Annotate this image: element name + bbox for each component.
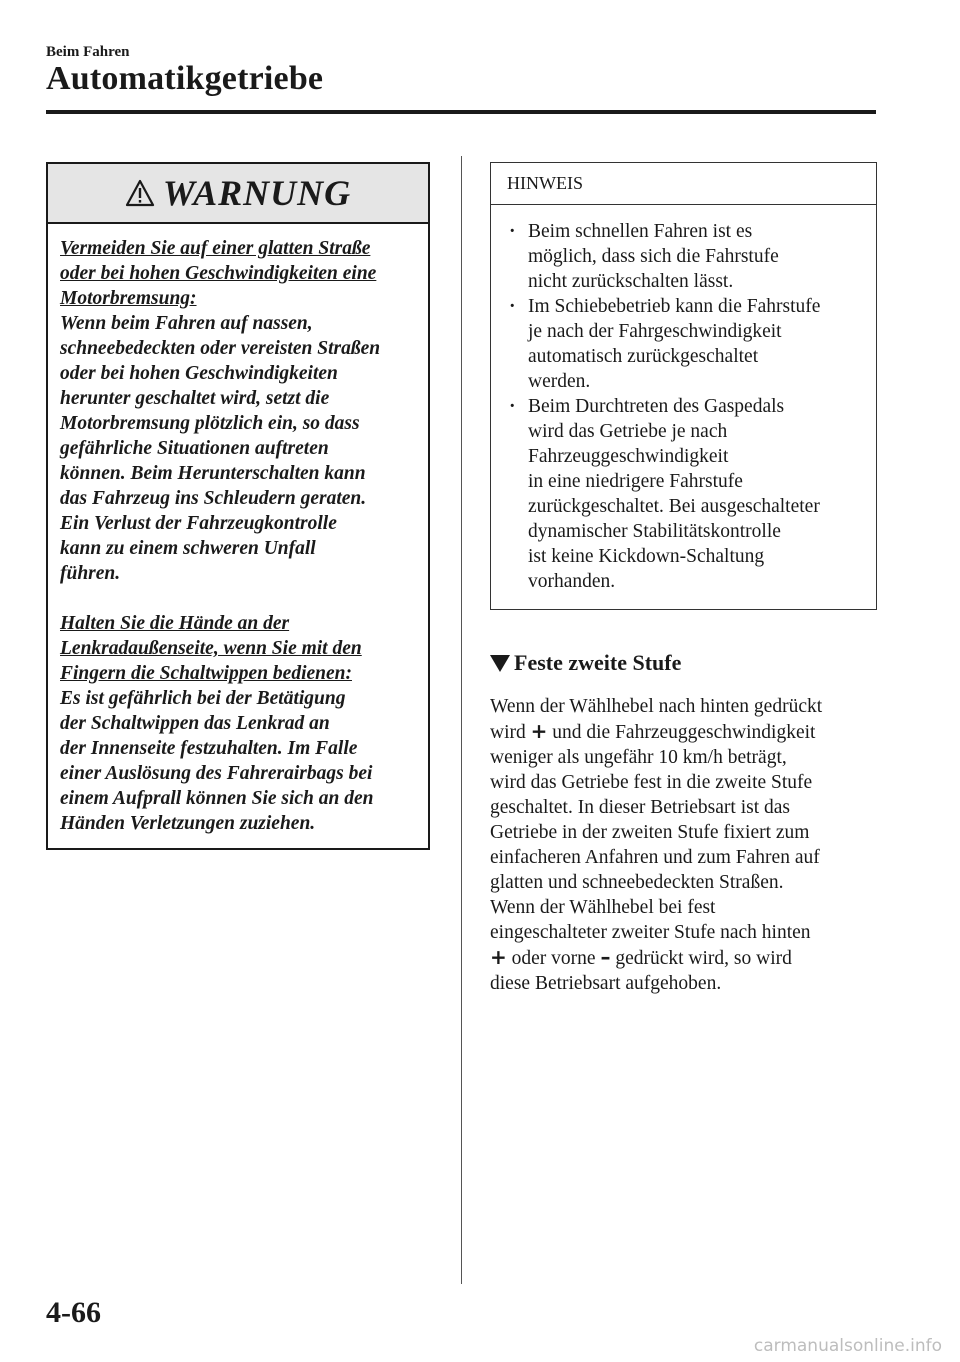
warning-heading-line: Lenkradaußenseite, wenn Sie mit den	[60, 638, 362, 659]
warning-text-line: kann zu einem schweren Unfall	[60, 538, 316, 559]
warning-heading-line: Motorbremsung:	[60, 288, 197, 309]
title-rule	[46, 110, 876, 114]
warning-text-line: Händen Verletzungen zuziehen.	[60, 813, 316, 834]
body-line: eingeschalteter zweiter Stufe nach hinten	[490, 922, 811, 943]
note-line: Fahrzeuggeschwindigkeit	[528, 446, 729, 467]
body-line: weniger als ungefähr 10 km/h beträgt,	[490, 747, 787, 768]
triangle-down-icon	[490, 655, 510, 672]
warning-text-line: der Schaltwippen das Lenkrad an	[60, 713, 330, 734]
section-heading	[490, 650, 681, 676]
warning-text-line: gefährliche Situationen auftreten	[60, 438, 329, 459]
warning-text-line: Ein Verlust der Fahrzeugkontrolle	[60, 513, 337, 534]
body-line: geschaltet. In dieser Betriebsart ist das	[490, 797, 790, 818]
body-line: wird das Getriebe fest in die zweite Stufe	[490, 772, 813, 793]
page-title: Automatikgetriebe	[46, 60, 324, 97]
note-line: automatisch zurückgeschaltet	[528, 346, 759, 367]
note-item	[501, 294, 868, 394]
body-line: Wenn der Wählhebel bei fest	[490, 897, 716, 918]
body-text-span: oder vorne	[506, 948, 601, 969]
warning-box	[46, 162, 430, 850]
note-line: je nach der Fahrgeschwindigkeit	[528, 321, 782, 342]
warning-text-line: oder bei hohen Geschwindigkeiten	[60, 363, 338, 384]
section-label: Beim Fahren	[46, 44, 130, 60]
note-item	[501, 219, 868, 294]
note-line: · Beim schnellen Fahren ist es	[528, 221, 753, 242]
warning-text-line: schneebedeckten oder vereisten Straßen	[60, 338, 381, 359]
warning-text-line: führen.	[60, 563, 121, 584]
body-line: glatten und schneebedeckten Straßen.	[490, 872, 784, 893]
warning-heading-line: Vermeiden Sie auf einer glatten Straße	[60, 238, 371, 259]
warning-title: WARNUNG	[162, 173, 352, 213]
note-title: HINWEIS	[491, 163, 876, 205]
warning-heading-line: Fingern die Schaltwippen bedienen:	[60, 663, 352, 684]
note-line: · Beim Durchtreten des Gaspedals	[528, 396, 785, 417]
body-text-span: gedrückt wird, so wird	[610, 948, 792, 969]
body-text-span: und die Fahrzeuggeschwindigkeit	[547, 722, 816, 743]
warning-text-line: einer Auslösung des Fahrerairbags bei	[60, 763, 373, 784]
body-line: Getriebe in der zweiten Stufe fixiert zum	[490, 822, 810, 843]
note-line: vorhanden.	[528, 571, 616, 592]
note-line: möglich, dass sich die Fahrstufe	[528, 246, 779, 267]
warning-triangle-icon	[125, 179, 155, 207]
body-text-span: wird	[490, 722, 531, 743]
body-line	[490, 945, 882, 971]
note-line: in eine niedrigere Fahrstufe	[528, 471, 743, 492]
note-line: wird das Getriebe je nach	[528, 421, 728, 442]
warning-heading-line: oder bei hohen Geschwindigkeiten eine	[60, 263, 377, 284]
watermark: carmanualsonline.info	[753, 1336, 942, 1356]
warning-text-line: Motorbremsung plötzlich ein, so dass	[60, 413, 360, 434]
note-line: werden.	[528, 371, 591, 392]
plus-icon: +	[530, 719, 548, 743]
warning-text-line: das Fahrzeug ins Schleudern geraten.	[60, 488, 367, 509]
warning-body	[48, 224, 428, 836]
warning-text-line: Wenn beim Fahren auf nassen,	[60, 313, 313, 334]
note-line: dynamischer Stabilitätskontrolle	[528, 521, 781, 542]
note-line: · Im Schiebebetrieb kann die Fahrstufe	[528, 296, 821, 317]
warning-text-line: der Innenseite festzuhalten. Im Falle	[60, 738, 358, 759]
note-box	[490, 162, 877, 610]
warning-text-line: einem Aufprall können Sie sich an den	[60, 788, 374, 809]
note-line: zurückgeschaltet. Bei ausgeschalteter	[528, 496, 820, 517]
section-heading-text: Feste zweite Stufe	[514, 650, 682, 675]
plus-icon: +	[490, 945, 507, 969]
warning-header	[48, 164, 428, 224]
page-number: 4-66	[46, 1296, 101, 1329]
body-line: diese Betriebsart aufgehoben.	[490, 973, 722, 994]
note-item	[501, 394, 868, 594]
note-list	[491, 205, 876, 594]
minus-icon: –	[600, 945, 611, 969]
warning-text-line: können. Beim Herunterschalten kann	[60, 463, 366, 484]
warning-heading-line: Halten Sie die Hände an der	[60, 613, 290, 634]
column-divider	[461, 156, 462, 1284]
warning-text-line: herunter geschaltet wird, setzt die	[60, 388, 330, 409]
body-line: einfacheren Anfahren und zum Fahren auf	[490, 847, 820, 868]
note-line: nicht zurückschalten lässt.	[528, 271, 734, 292]
section-body	[490, 694, 882, 996]
body-line	[490, 719, 882, 745]
warning-text-line: Es ist gefährlich bei der Betätigung	[60, 688, 346, 709]
note-line: ist keine Kickdown-Schaltung	[528, 546, 765, 567]
body-line: Wenn der Wählhebel nach hinten gedrückt	[490, 696, 823, 717]
